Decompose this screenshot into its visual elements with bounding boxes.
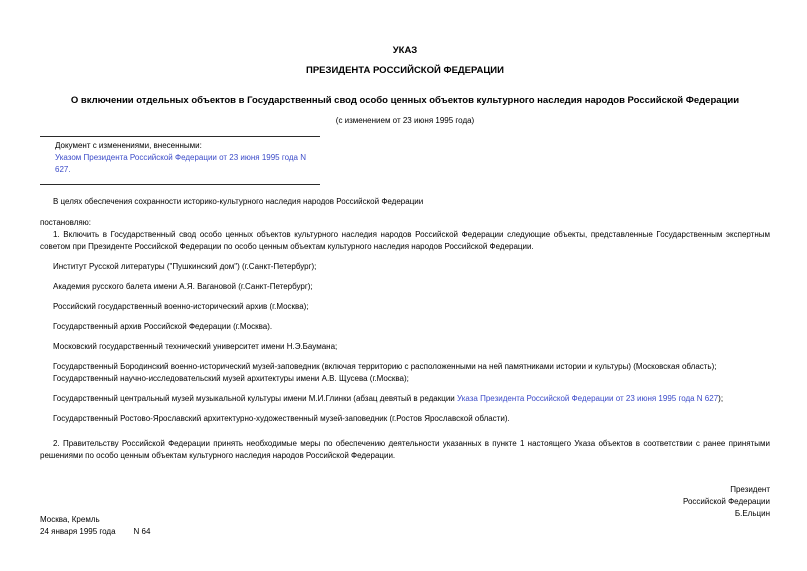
object-item-vaganova-academy: Академия русского балета имени А.Я. Вагановой (г.Санкт-Петербург); [53, 282, 313, 291]
glinka-item-suffix: ); [718, 394, 724, 403]
clause-2-paragraph: 2. Правительству Российской Федерации принять необходимые меры по обеспечению деятельности указанных в пункте 1 настоящего Указа объектов в соответствии с ранее принятыми решениями по особо ценным объектам культурного наследия народов Российской Федерации. [40, 439, 770, 460]
signing-place: Москва, Кремль [40, 515, 100, 524]
decree-number: N 64 [133, 527, 151, 536]
doc-type-heading: УКАЗ [392, 45, 418, 56]
changes-note-label: Документ с изменениями, внесенными: [55, 141, 202, 150]
object-item-group [40, 361, 770, 385]
doc-title: О включении отдельных объектов в Государственный свод особо ценных объектов культурного наследия народов Российской Федерации [70, 95, 740, 106]
signature-position-line-2: Российской Федерации [683, 497, 770, 506]
clause-1-paragraph: 1. Включить в Государственный свод особо ценных объектов культурного наследия народов Российской Федерации следующие объекты, представленные Государственным экспертным советом при Президенте Российской Федерации по особо ценным объектам культурного наследия народов Российской Федерации. [40, 230, 770, 251]
changes-note-box [40, 136, 320, 185]
glinka-decree-link[interactable]: Указа Президента Российской Федерации от 23 июня 1995 года N 627 [457, 394, 719, 403]
footer-block [40, 514, 770, 538]
object-item-glinka-museum [53, 393, 770, 405]
object-item-military-history-archive: Российский государственный военно-исторический архив (г.Москва); [53, 302, 309, 311]
object-item-state-archive: Государственный архив Российской Федерации (г.Москва). [53, 322, 273, 331]
object-item-pushkin-house: Институт Русской литературы ("Пушкинский дом") (г.Санкт-Петербург); [53, 262, 317, 271]
amendment-note: (с изменением от 23 июня 1995 года) [335, 116, 475, 125]
glinka-item-text: Государственный центральный музей музыкальной культуры имени М.И.Глинки (абзац девятый в редакции [53, 394, 457, 403]
preamble-paragraph: В целях обеспечения сохранности историко-культурного наследия народов Российской Федерации [53, 197, 424, 206]
signature-name: Б.Ельцин [734, 509, 770, 518]
resolution-word: постановляю: [40, 218, 91, 227]
signing-date: 24 января 1995 года [40, 527, 116, 536]
signing-date-line [40, 526, 770, 538]
doc-issuer-heading: ПРЕЗИДЕНТА РОССИЙСКОЙ ФЕДЕРАЦИИ [306, 65, 504, 76]
signature-position-line-1: Президент [730, 485, 770, 494]
object-item-bauman-university: Московский государственный технический университет имени Н.Э.Баумана; [53, 342, 338, 351]
object-item-borodino-museum: Государственный Бородинский военно-исторический музей-заповедник (включая территорию с расположенными на ней памятниками истории и культуры) (Московская область); [53, 362, 717, 371]
object-item-rostov-yaroslavl-museum: Государственный Ростово-Ярославский архитектурно-художественный музей-заповедник (г.Ростов Ярославской области). [53, 414, 510, 423]
object-item-shchusev-museum: Государственный научно-исследовательский музей архитектуры имени А.В. Щусева (г.Москва); [53, 374, 409, 383]
changes-note-link[interactable]: Указом Президента Российской Федерации от 23 июня 1995 года N 627. [55, 153, 306, 174]
